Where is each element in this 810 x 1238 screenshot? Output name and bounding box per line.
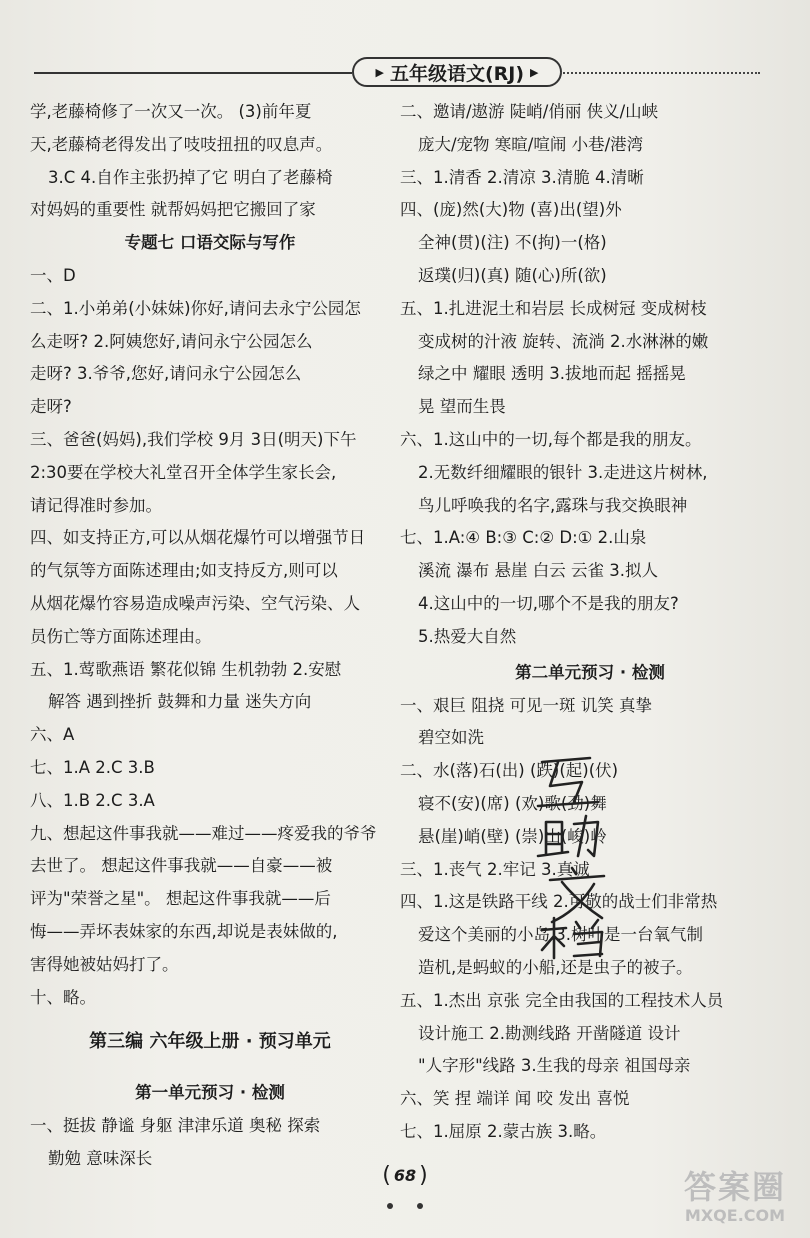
- answer-line: 碧空如洗: [418, 728, 484, 748]
- answer-line: 5.热爱大自然: [418, 626, 517, 646]
- header-title: 五年级语文(RJ): [389, 62, 525, 85]
- answer-line: 五、1.莺歌燕语 繁花似锦 生机勃勃 2.安慰: [30, 659, 342, 679]
- answer-line: 悬(崖)峭(壁) (崇)山(峻)岭: [418, 826, 607, 846]
- answer-line: 造机,是蚂蚁的小船,还是虫子的被子。: [418, 957, 693, 977]
- answer-line: 三、1.丧气 2.牢记 3.真诚: [400, 859, 590, 879]
- answer-line: 四、(庞)然(大)物 (喜)出(望)外: [400, 200, 622, 220]
- answer-line: 走呀?: [30, 397, 72, 417]
- answer-line: 全神(贯)(注) 不(拘)一(格): [418, 233, 607, 253]
- header-rule-right: [560, 72, 760, 74]
- header-rule-left: [34, 72, 352, 74]
- page-number: ( 68 ): [382, 1162, 428, 1188]
- watermark-url: MXQE.COM: [684, 1206, 786, 1225]
- page-number-value: 68: [393, 1165, 417, 1185]
- answer-line: 庞大/宠物 寒暄/喧闹 小巷/港湾: [418, 134, 644, 154]
- left-column: [30, 96, 390, 1176]
- answer-line: 三、爸爸(妈妈),我们学校 9月 3日(明天)下午: [30, 429, 357, 449]
- answer-line: 溪流 瀑布 悬崖 白云 云雀 3.拟人: [418, 561, 658, 581]
- answer-line: 4.这山中的一切,哪个不是我的朋友?: [418, 593, 679, 613]
- answer-line: 2.无数纤细耀眼的银针 3.走进这片树林,: [418, 462, 708, 482]
- answer-line: 对妈妈的重要性 就帮妈妈把它搬回了家: [30, 200, 316, 220]
- section-heading: 专题七 口语交际与写作: [124, 233, 296, 253]
- answer-line: 爱这个美丽的小岛 3.树叶是一台氧气制: [418, 925, 703, 945]
- answer-line: 一、艰巨 阻挠 可见一斑 讥笑 真挚: [400, 695, 652, 715]
- answer-line: 2:30要在学校大礼堂召开全体学生家长会,: [30, 462, 337, 482]
- answer-line: 六、笑 捏 端详 闻 咬 发出 喜悦: [400, 1089, 630, 1109]
- answer-line: 二、水(落)石(出) (跌)(起)(伏): [400, 761, 619, 781]
- answer-line: 勤勉 意味深长: [48, 1149, 153, 1169]
- answer-line: 害得她被姑妈打了。: [30, 954, 179, 974]
- answer-line: 从烟花爆竹容易造成噪声污染、空气污染、人: [30, 593, 360, 613]
- answer-line: 晃 望而生畏: [418, 397, 506, 417]
- answer-line: 五、1.杰出 京张 完全由我国的工程技术人员: [400, 990, 724, 1010]
- answer-line: 四、1.这是铁路干线 2.可敬的战士们非常热: [400, 892, 718, 912]
- section-heading: 第三编 六年级上册 · 预习单元: [89, 1031, 331, 1053]
- answer-line: 五、1.扎进泥土和岩层 长成树冠 变成树枝: [400, 298, 707, 318]
- answer-line: 寝不(安)(席) (欢)歌(劲)舞: [418, 793, 607, 813]
- triangle-right-icon: ▶: [530, 65, 539, 79]
- answer-line: 十、略。: [30, 987, 96, 1007]
- right-column: [400, 96, 780, 1149]
- answer-line: 请记得准时参加。: [30, 495, 162, 515]
- answer-line: 走呀? 3.爷爷,您好,请问永宁公园怎么: [30, 364, 302, 384]
- answer-line: 员伤亡等方面陈述理由。: [30, 626, 212, 646]
- header-badge: [352, 57, 562, 87]
- answer-line: 悔——弄坏表妹家的东西,却说是表妹做的,: [30, 921, 338, 941]
- answer-line: 么走呀? 2.阿姨您好,请问永宁公园怎么: [30, 331, 313, 351]
- answer-line: 的气氛等方面陈述理由;如支持反方,则可以: [30, 561, 338, 581]
- answer-line: 三、1.清香 2.清凉 3.清脆 4.清晰: [400, 167, 644, 187]
- answer-line: 变成树的汁液 旋转、流淌 2.水淋淋的嫩: [418, 331, 709, 351]
- answer-line: 九、想起这件事我就——难过——疼爱我的爷爷: [30, 823, 377, 843]
- answer-line: 天,老藤椅老得发出了吱吱扭扭的叹息声。: [30, 134, 333, 154]
- answer-line: 解答 遇到挫折 鼓舞和力量 迷失方向: [48, 692, 312, 712]
- answer-line: 评为"荣誉之星"。 想起这件事我就——后: [30, 889, 331, 909]
- answer-line: 七、1.A:④ B:③ C:② D:① 2.山泉: [400, 528, 647, 548]
- answer-line: 3.C 4.自作主张扔掉了它 明白了老藤椅: [48, 167, 333, 187]
- answer-line: 绿之中 耀眼 透明 3.拔地而起 摇摇晃: [418, 364, 686, 384]
- answer-line: 设计施工 2.勘测线路 开凿隧道 设计: [418, 1023, 681, 1043]
- section-heading: 第一单元预习 · 检测: [135, 1083, 285, 1103]
- answer-line: 七、1.A 2.C 3.B: [30, 757, 155, 777]
- answer-line: 学,老藤椅修了一次又一次。 (3)前年夏: [30, 102, 312, 121]
- handwritten-signature: [528, 752, 618, 962]
- answer-line: 六、1.这山中的一切,每个都是我的朋友。: [400, 429, 702, 449]
- watermark-logo-text: 答案圈: [683, 1168, 786, 1206]
- answer-line: 二、1.小弟弟(小妹妹)你好,请问去永宁公园怎: [30, 298, 361, 318]
- answer-line: 六、A: [30, 725, 75, 745]
- triangle-right-icon: ▶: [375, 65, 384, 79]
- answer-line: 四、如支持正方,可以从烟花爆竹可以增强节日: [30, 528, 366, 548]
- answer-line: 鸟儿呼唤我的名字,露珠与我交换眼神: [418, 495, 688, 515]
- answer-line: 一、挺拔 静谧 身躯 津津乐道 奥秘 探索: [30, 1116, 321, 1136]
- answer-line: 返璞(归)(真) 随(心)所(欲): [418, 265, 607, 285]
- section-heading: 第二单元预习 · 检测: [515, 662, 665, 682]
- answer-line: 二、邀请/遨游 陡峭/俏丽 侠义/山峡: [400, 102, 659, 121]
- answer-line: 去世了。 想起这件事我就——自豪——被: [30, 856, 333, 876]
- answer-line: 一、D: [30, 265, 76, 285]
- answer-line: "人字形"线路 3.生我的母亲 祖国母亲: [418, 1056, 691, 1076]
- watermark: [675, 1168, 795, 1230]
- bottom-dots-decoration: [370, 1200, 440, 1212]
- answer-line: 八、1.B 2.C 3.A: [30, 790, 155, 810]
- answer-line: 七、1.屈原 2.蒙古族 3.略。: [400, 1121, 607, 1141]
